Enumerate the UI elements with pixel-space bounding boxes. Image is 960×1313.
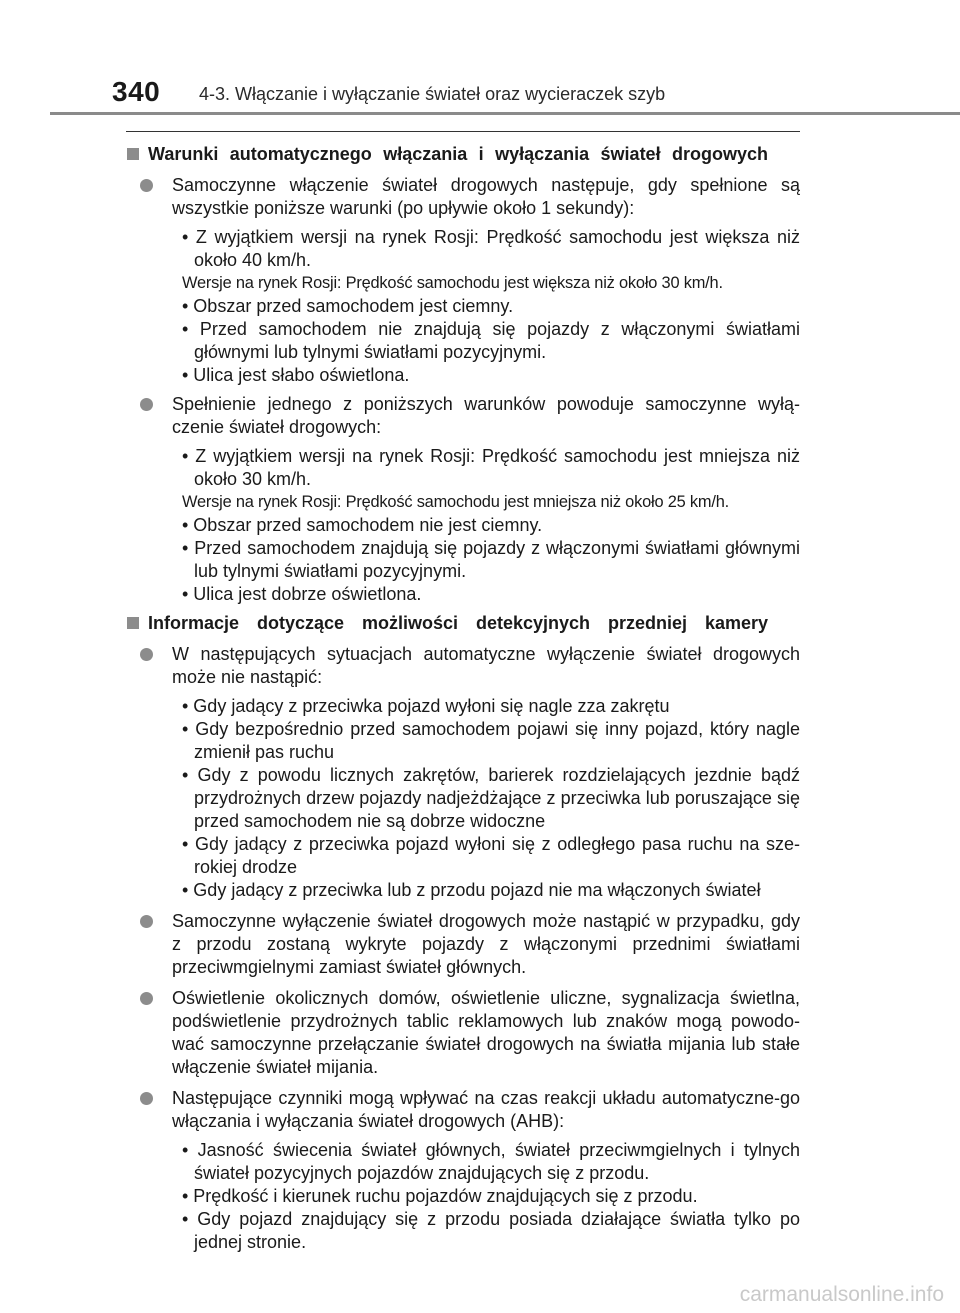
sub-list-item: • Gdy pojazd znajdujący się z przodu posiada działające światła tylko po jednej stronie.	[182, 1209, 800, 1252]
square-bullet-icon	[127, 148, 139, 160]
list-item-text: W następujących sytuacjach automatyczne wyłączenie świateł drogowych może nie nastąpić:	[172, 644, 800, 687]
header-rule	[50, 112, 960, 115]
list-item	[126, 910, 800, 979]
circle-bullet-icon	[140, 179, 153, 192]
circle-bullet-icon	[140, 648, 153, 661]
sub-list-item: • Ulica jest dobrze oświetlona.	[182, 584, 422, 604]
sub-list-item: • Obszar przed samochodem nie jest ciemny.	[182, 515, 543, 535]
sub-list-item: • Gdy jadący z przeciwka pojazd wyłoni się z odległego pasa ruchu na sze-rokiej drodze	[182, 834, 800, 877]
page-number: 340	[112, 76, 161, 107]
sub-list-item: • Jasność świecenia świateł głównych, świateł przeciwmgielnych i tylnych świateł pozycyjnych pojazdów znajdujących się z przodu.	[182, 1140, 800, 1183]
section-divider	[126, 131, 800, 132]
section-heading	[126, 612, 800, 635]
section-heading-text: Warunki automatycznego włączania i wyłączania świateł drogowych	[148, 144, 768, 164]
sub-list-item: • Z wyjątkiem wersji na rynek Rosji: Prędkość samochodu jest większa niż około 40 km/h.	[182, 227, 800, 270]
list-item-text: Spełnienie jednego z poniższych warunków powoduje samoczynne wyłą-czenie świateł drogowych:	[172, 394, 800, 437]
note-text: Wersje na rynek Rosji: Prędkość samochodu jest większa niż około 30 km/h.	[182, 274, 723, 292]
sub-list-item: • Gdy z powodu licznych zakrętów, barierek rozdzielających jezdnie bądź przydrożnych drzew pojazdy nadjeżdżające z przeciwka lub poruszające się przed samochodem nie są dobrze widoczne	[182, 765, 800, 831]
sub-list-item: • Ulica jest słabo oświetlona.	[182, 365, 410, 385]
sub-list-item: • Przed samochodem nie znajdują się pojazdy z włączonymi światłami głównymi lub tylnymi światłami pozycyjnymi.	[182, 319, 800, 362]
circle-bullet-icon	[140, 1092, 153, 1105]
section-heading	[126, 143, 800, 166]
section-heading-text: Informacje dotyczące możliwości detekcyjnych przedniej kamery	[148, 613, 768, 633]
sub-list	[172, 226, 800, 387]
chapter-title: 4-3. Włączanie i wyłączanie świateł oraz wycieraczek szyb	[199, 84, 666, 104]
circle-bullet-icon	[140, 915, 153, 928]
sub-list-item: • Przed samochodem znajdują się pojazdy z włączonymi światłami głównymi lub tylnymi światłami pozycyjnymi.	[182, 538, 800, 581]
list-item-text: Następujące czynniki mogą wpływać na czas reakcji układu automatyczne-go włączania i wyłączania świateł drogowych (AHB):	[172, 1088, 800, 1131]
list-item	[126, 987, 800, 1079]
sub-list	[172, 695, 800, 902]
sub-list	[172, 445, 800, 606]
list-item-text: Samoczynne włączenie świateł drogowych następuje, gdy spełnione są wszystkie poniższe warunki (po upływie około 1 sekundy):	[172, 175, 800, 218]
list-item	[126, 174, 800, 387]
list-item	[126, 1087, 800, 1254]
sub-list	[172, 1139, 800, 1254]
circle-bullet-icon	[140, 398, 153, 411]
sub-list-item: • Gdy bezpośrednio przed samochodem pojawi się inny pojazd, który nagle zmienił pas ruchu	[182, 719, 800, 762]
sub-list-item: • Z wyjątkiem wersji na rynek Rosji: Prędkość samochodu jest mniejsza niż około 30 km/h.	[182, 446, 800, 489]
sub-list-item: • Gdy jadący z przeciwka pojazd wyłoni się nagle zza zakrętu	[182, 696, 670, 716]
list-item-text: Oświetlenie okolicznych domów, oświetlenie uliczne, sygnalizacja świetlna, podświetlenie przydrożnych tablic reklamowych lub znaków mogą powodo-wać samoczynne przełączanie świateł drogowych na światła mijania lub stałe włączenie świateł mijania.	[172, 988, 800, 1077]
page-content	[126, 143, 800, 1258]
sub-list-item: • Prędkość i kierunek ruchu pojazdów znajdujących się z przodu.	[182, 1186, 698, 1206]
page-header	[0, 0, 960, 115]
note-text: Wersje na rynek Rosji: Prędkość samochodu jest mniejsza niż około 25 km/h.	[182, 493, 729, 511]
list-item	[126, 643, 800, 902]
sub-list-item: • Obszar przed samochodem jest ciemny.	[182, 296, 514, 316]
circle-bullet-icon	[140, 992, 153, 1005]
sub-list-item: • Gdy jadący z przeciwka lub z przodu pojazd nie ma włączonych świateł	[182, 880, 761, 900]
watermark: carmanualsonline.info	[739, 1283, 944, 1306]
list-item-text: Samoczynne wyłączenie świateł drogowych może nastąpić w przypadku, gdy z przodu zostaną wykryte pojazdy z włączonymi przednimi światłami przeciwmgielnymi zamiast świateł głównych.	[172, 911, 800, 977]
square-bullet-icon	[127, 617, 139, 629]
list-item	[126, 393, 800, 606]
